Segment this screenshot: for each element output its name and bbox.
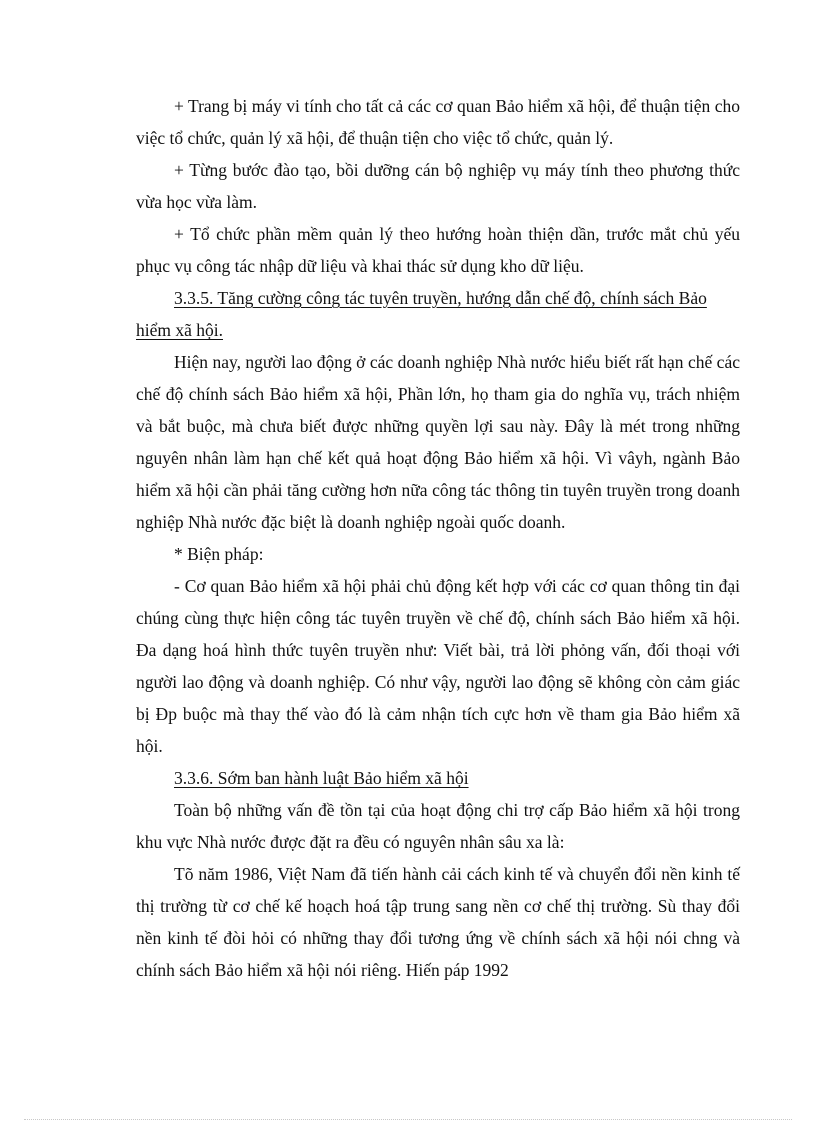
- paragraph-current-situation: Hiện nay, người lao động ở các doanh nghiệp Nhà nước hiểu biết rất hạn chế các chế độ chính sách Bảo hiểm xã hội, Phần lớn, họ tham gia do nghĩa vụ, trách nhiệm và bắt buộc, mà chưa biết được những quyền lợi sau này. Đây là mét trong những nguyên nhân làm hạn chế kết quả hoạt động Bảo hiểm xã hội. Vì vâyh, ngành Bảo hiểm xã hội cần phải tăng cường hơn nữa công tác thông tin tuyên truyền trong doanh nghiệp Nhà nước đặc biệt là doanh nghiệp ngoài quốc doanh.: [136, 352, 740, 532]
- paragraph-measures-label: * Biện pháp:: [174, 544, 264, 564]
- paragraph-staff-training: + Từng bước đào tạo, bồi dưỡng cán bộ nghiệp vụ máy tính theo phương thức vừa học vừa làm.: [136, 160, 740, 212]
- section-heading-3-3-6: 3.3.6. Sớm ban hành luật Bảo hiểm xã hội: [174, 768, 469, 788]
- document-page: [136, 90, 740, 986]
- page-bottom-divider: [24, 1119, 792, 1120]
- paragraph-computer-equipment: + Trang bị máy vi tính cho tất cả các cơ quan Bảo hiểm xã hội, để thuận tiện cho việc tổ chức, quản lý xã hội, để thuận tiện cho việc tổ chức, quản lý.: [136, 96, 740, 148]
- paragraph-software-management: + Tổ chức phần mềm quản lý theo hướng hoàn thiện dần, trước mắt chủ yếu phục vụ công tác nhập dữ liệu và khai thác sử dụng kho dữ liệu.: [136, 224, 740, 276]
- paragraph-root-causes: Toàn bộ những vấn đề tồn tại của hoạt động chi trợ cấp Bảo hiểm xã hội trong khu vực Nhà nước được đặt ra đều có nguyên nhân sâu xa là:: [136, 800, 740, 852]
- section-heading-3-3-5: 3.3.5. Tăng cường công tác tuyên truyền, hướng dẫn chế độ, chính sách Bảo hiểm xã hội.: [136, 288, 707, 340]
- paragraph-economic-reform: Tõ năm 1986, Việt Nam đã tiến hành cải cách kinh tế và chuyển đổi nền kinh tế thị trường từ cơ chế kế hoạch hoá tập trung sang nền cơ chế thị trường. Sù thay đổi nền kinh tế đòi hỏi có những thay đổi tương ứng về chính sách xã hội nói chng và chính sách Bảo hiểm xã hội nói riêng. Hiến páp 1992: [136, 864, 740, 980]
- paragraph-propaganda-measures: - Cơ quan Bảo hiểm xã hội phải chủ động kết hợp với các cơ quan thông tin đại chúng cùng thực hiện công tác tuyên truyền về chế độ, chính sách Bảo hiểm xã hội. Đa dạng hoá hình thức tuyên truyền như: Viết bài, trả lời phỏng vấn, đối thoại với người lao động và doanh nghiệp. Có như vậy, người lao động sẽ không còn cảm giác bị Đp buộc mà thay thế vào đó là cảm nhận tích cực hơn về tham gia Bảo hiểm xã hội.: [136, 576, 740, 756]
